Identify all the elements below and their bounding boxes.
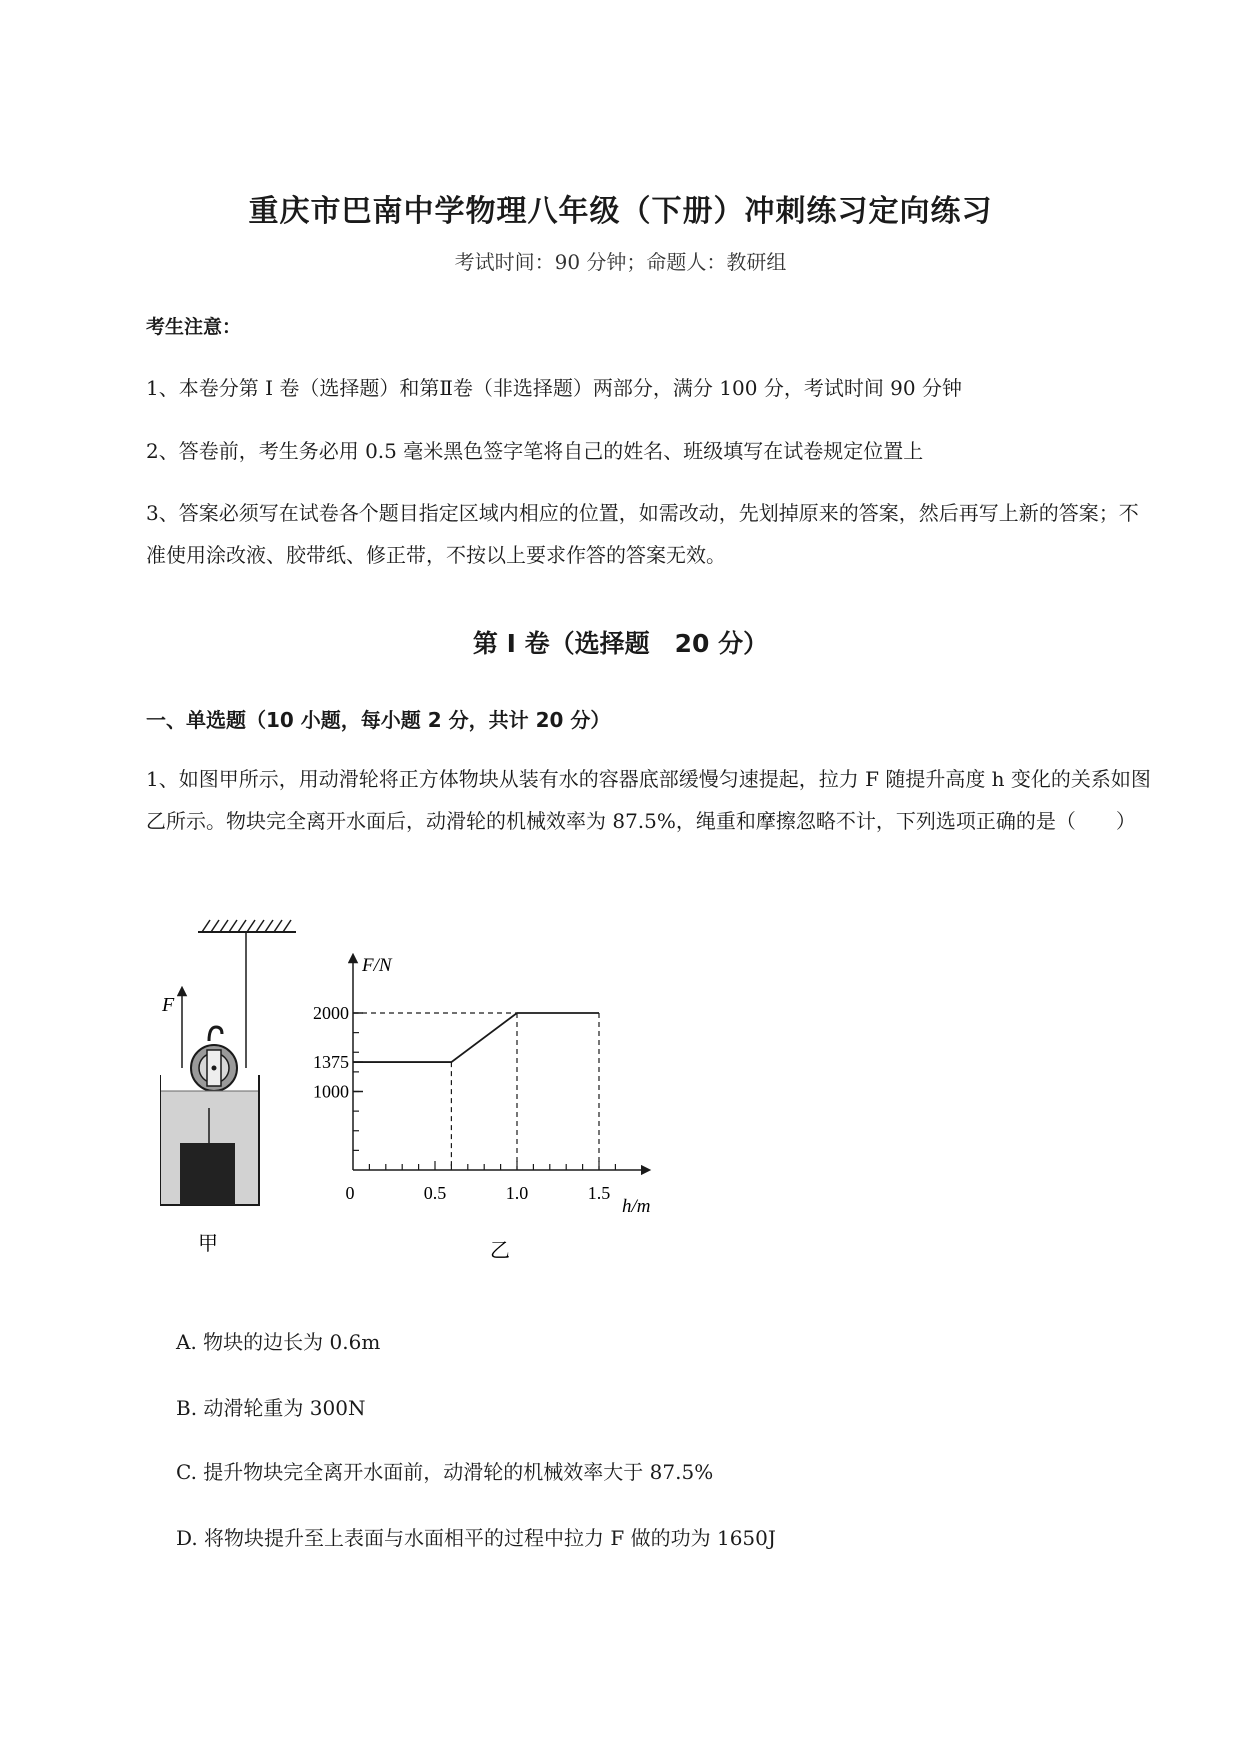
pulley-apparatus <box>160 920 296 1255</box>
x-tick-label-1.5: 1.5 <box>587 1183 611 1203</box>
x-axis-label: h/m <box>622 1196 651 1217</box>
water-container <box>160 1075 259 1205</box>
exam-info: 考试时间：90 分钟；命题人：教研组 <box>454 250 787 274</box>
question-stem: 1、如图甲所示，用动滑轮将正方体物块从装有水的容器底部缓慢匀速提起，拉力 F 随提升高度 h 变化的关系如图乙所示。物块完全离开水面后，动滑轮的机械效率为 87.5%，绳重和摩擦忽略不计，下列选项正确的是（ ） <box>146 767 1151 833</box>
figure-left-caption: 甲 <box>198 1233 218 1255</box>
force-height-graph <box>313 955 651 1262</box>
dashed-guides <box>353 1013 599 1170</box>
y-axis-label: F/N <box>362 955 392 976</box>
x-tick-label-0.5: 0.5 <box>423 1183 447 1203</box>
y-minor-ticks <box>353 1013 359 1150</box>
ceiling-hatch <box>198 920 296 932</box>
notice-heading: 考生注意： <box>146 316 242 338</box>
series-group <box>353 1013 599 1062</box>
section-title: 第 I 卷（选择题 20 分） <box>472 629 769 658</box>
notice-item-3: 3、答案必须写在试卷各个题目指定区域内相应的位置，如需改动，先划掉原来的答案，然后再写上新的答案；不准使用涂改液、胶带纸、修正带，不按以上要求作答的答案无效。 <box>146 501 1139 567</box>
x-minor-ticks <box>369 1161 615 1170</box>
figure-svg <box>160 915 760 1285</box>
cube-block <box>180 1143 235 1205</box>
force-label: F <box>162 994 175 1016</box>
y-tick-label-1000: 1000 <box>313 1081 349 1102</box>
x-tick-label-0: 0 <box>345 1183 355 1203</box>
option-c[interactable]: C. 提升物块完全离开水面前，动滑轮的机械效率大于 87.5% <box>176 1460 714 1484</box>
option-a[interactable]: A. 物块的边长为 0.6m <box>176 1330 381 1354</box>
option-d[interactable]: D. 将物块提升至上表面与水面相平的过程中拉力 F 做的功为 1650J <box>176 1526 776 1550</box>
notice-item-2: 2、答卷前，考生务必用 0.5 毫米黑色签字笔将自己的姓名、班级填写在试卷规定位置上 <box>146 439 924 463</box>
option-b[interactable]: B. 动滑轮重为 300N <box>176 1396 366 1420</box>
y-tick-label-1375: 1375 <box>313 1052 349 1073</box>
figure-right-caption: 乙 <box>490 1240 510 1262</box>
page-title: 重庆市巴南中学物理八年级（下册）冲刺练习定向练习 <box>248 194 993 229</box>
question-figure <box>160 915 760 1289</box>
series-line <box>353 1013 599 1062</box>
part-heading: 一、单选题（10 小题，每小题 2 分，共计 20 分） <box>146 708 611 732</box>
x-tick-label-1.0: 1.0 <box>505 1183 529 1203</box>
y-tick-label-2000: 2000 <box>313 1003 349 1023</box>
notice-item-1: 1、本卷分第 I 卷（选择题）和第Ⅱ卷（非选择题）两部分，满分 100 分，考试时间 90 分钟 <box>146 376 962 400</box>
